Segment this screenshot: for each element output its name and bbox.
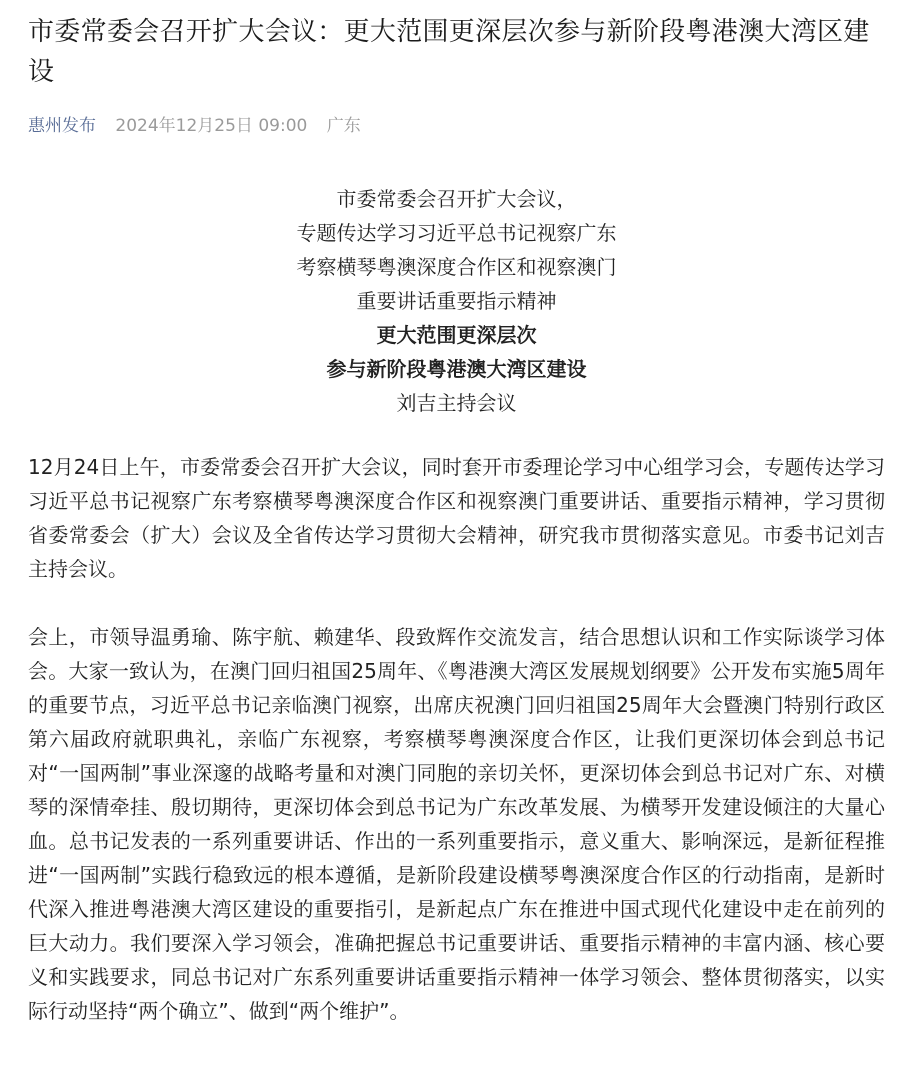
body-paragraph: 会上，市领导温勇瑜、陈宇航、赖建华、段致辉作交流发言，结合思想认识和工作实际谈学习体会。大家一致认为，在澳门回归祖国25周年、《粤港澳大湾区发展规划纲要》公开发布实施5周年的重要节点，习近平总书记亲临澳门视察，出席庆祝澳门回归祖国25周年大会暨澳门特别行政区第六届政府就职典礼，亲临广东视察，考察横琴粤澳深度合作区，让我们更深切体会到总书记对“一国两制”事业深邃的战略考量和对澳门同胞的亲切关怀，更深切体会到总书记对广东、对横琴的深情牵挂、殷切期待，更深切体会到总书记为广东改革发展、为横琴开发建设倾注的大量心血。总书记发表的一系列重要讲话、作出的一系列重要指示，意义重大、影响深远，是新征程推进“一国两制”实践行稳致远的根本遵循，是新阶段建设横琴粤澳深度合作区的行动指南，是新时代深入推进粤港澳大湾区建设的重要指引，是新起点广东在推进中国式现代化建设中走在前列的巨大动力。我们要深入学习领会，准确把握总书记重要讲话、重要指示精神的丰富内涵、核心要义和实践要求，同总书记对广东系列重要讲话重要指示精神一体学习领会、整体贯彻落实，以实际行动坚持“两个确立”、做到“两个维护”。 xyxy=(28,625,885,1023)
body-paragraph: 12月24日上午，市委常委会召开扩大会议，同时套开市委理论学习中心组学习会，专题传达学习习近平总书记视察广东考察横琴粤澳深度合作区和视察澳门重要讲话、重要指示精神，学习贯彻省委常委会（扩大）会议及全省传达学习贯彻大会精神，研究我市贯彻落实意见。市委书记刘吉主持会议。 xyxy=(28,455,885,581)
lead-line: 刘吉主持会议 xyxy=(396,391,517,415)
lead-line: 考察横琴粤澳深度合作区和视察澳门 xyxy=(296,255,617,279)
publish-location: 广东 xyxy=(326,116,361,136)
lead-headline-line: 参与新阶段粤港澳大湾区建设 xyxy=(326,357,587,381)
source-account-link[interactable]: 惠州发布 xyxy=(28,116,96,136)
lead-line: 专题传达学习习近平总书记视察广东 xyxy=(296,221,617,245)
lead-headline-line: 更大范围更深层次 xyxy=(376,323,537,347)
lead-block xyxy=(28,182,885,420)
lead-line: 市委常委会召开扩大会议， xyxy=(336,187,577,211)
article-title: 市委常委会召开扩大会议：更大范围更深层次参与新阶段粤港澳大湾区建设 xyxy=(28,17,870,87)
publish-time: 2024年12月25日 09:00 xyxy=(115,116,308,136)
article-meta xyxy=(28,114,885,138)
lead-line: 重要讲话重要指示精神 xyxy=(356,289,557,313)
